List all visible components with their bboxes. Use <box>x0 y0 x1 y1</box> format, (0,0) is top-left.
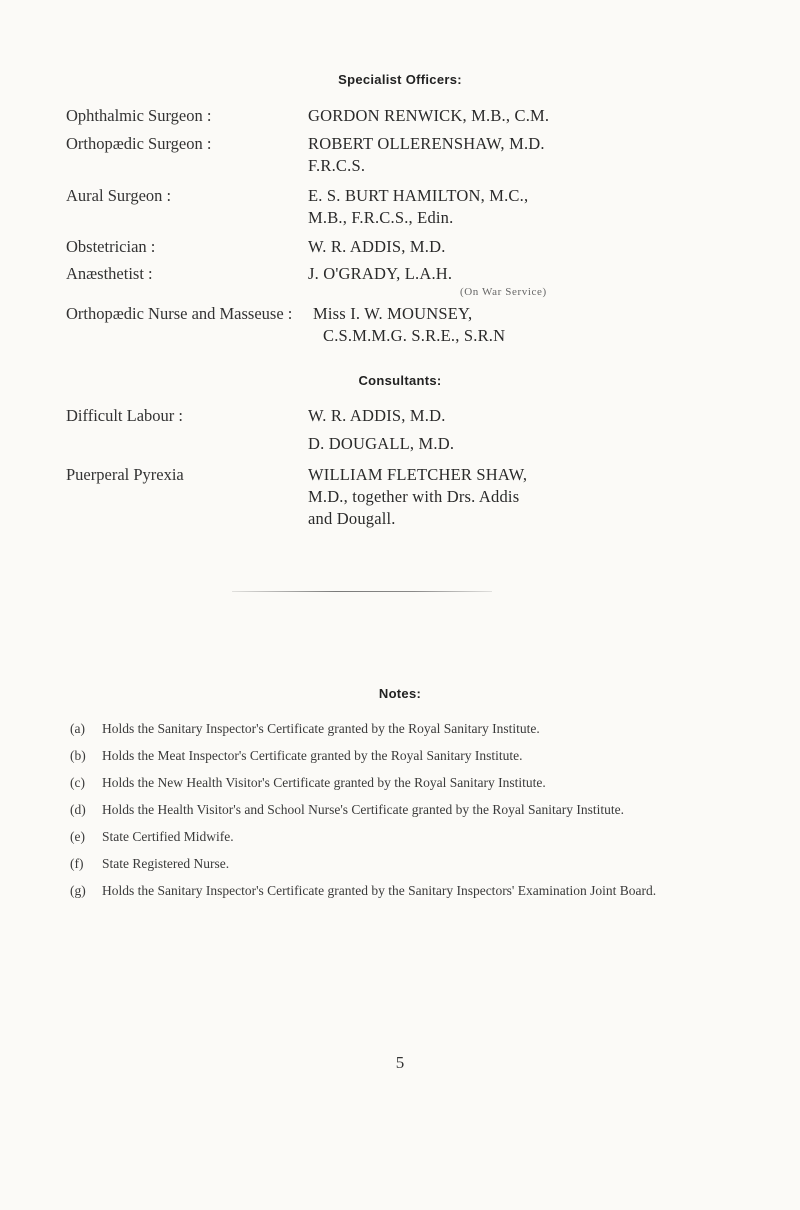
note-text: State Certified Midwife. <box>102 829 234 844</box>
role-label: Obstetrician : <box>66 237 156 256</box>
consultant-name-line: and Dougall. <box>308 509 396 528</box>
officer-name-line: ROBERT OLLERENSHAW, M.D. <box>308 134 545 153</box>
officer-name <box>308 263 547 299</box>
note-item <box>70 855 760 872</box>
war-service-note: (On War Service) <box>460 286 547 298</box>
role-label: Orthopædic Surgeon : <box>66 134 212 153</box>
officer-name <box>313 303 505 347</box>
role-label: Orthopædic Nurse and Masseuse : <box>66 304 293 323</box>
note-marker: (d) <box>70 802 86 817</box>
consultant-name-line: M.D., together with Drs. Addis <box>308 487 520 506</box>
consultant-name <box>308 464 527 530</box>
officer-name-line: Miss I. W. MOUNSEY, <box>313 304 473 323</box>
note-text: Holds the Meat Inspector's Certificate granted by the Royal Sanitary Institute. <box>102 748 523 763</box>
role-label: Anæsthetist : <box>66 264 153 283</box>
notes-heading: Notes: <box>378 686 422 701</box>
role-label: Ophthalmic Surgeon : <box>66 106 212 125</box>
notes-list <box>70 720 760 909</box>
consultant-name-line: W. R. ADDIS, M.D. <box>308 406 446 425</box>
note-marker: (a) <box>70 721 85 736</box>
officer-name-line: J. O'GRADY, L.A.H. <box>308 264 453 283</box>
note-text: Holds the New Health Visitor's Certificate granted by the Royal Sanitary Institute. <box>102 775 546 790</box>
officer-name-line: W. R. ADDIS, M.D. <box>308 237 446 256</box>
specialist-officers-heading: Specialist Officers: <box>338 72 462 87</box>
note-text: Holds the Sanitary Inspector's Certificate granted by the Royal Sanitary Institute. <box>102 721 540 736</box>
role-label: Aural Surgeon : <box>66 186 172 205</box>
consultant-name <box>308 405 454 455</box>
note-marker: (g) <box>70 883 86 898</box>
officer-name-line: C.S.M.M.G. S.R.E., S.R.N <box>323 326 506 345</box>
note-text: Holds the Health Visitor's and School Nurse's Certificate granted by the Royal Sanitary Institute. <box>102 802 624 817</box>
note-item <box>70 774 760 791</box>
note-item <box>70 801 760 818</box>
officer-name <box>308 133 545 177</box>
officer-name <box>308 185 528 229</box>
note-marker: (b) <box>70 748 86 763</box>
note-item <box>70 747 760 764</box>
note-text: Holds the Sanitary Inspector's Certificate granted by the Sanitary Inspectors' Examination Joint Board. <box>102 883 657 898</box>
officer-name <box>308 236 446 258</box>
role-label: Difficult Labour : <box>66 406 183 425</box>
officer-name-line: F.R.C.S. <box>308 156 366 175</box>
page-number: 5 <box>395 1053 405 1072</box>
note-marker: (e) <box>70 829 85 844</box>
officer-name <box>308 105 549 127</box>
role-label: Puerperal Pyrexia <box>66 465 184 484</box>
note-text: State Registered Nurse. <box>102 856 230 871</box>
note-marker: (c) <box>70 775 85 790</box>
consultants-heading: Consultants: <box>358 373 442 388</box>
note-marker: (f) <box>70 856 84 871</box>
note-item <box>70 828 760 845</box>
officer-name-line: M.B., F.R.C.S., Edin. <box>308 208 454 227</box>
officer-name-line: GORDON RENWICK, M.B., C.M. <box>308 106 550 125</box>
section-divider <box>232 591 492 592</box>
note-item <box>70 882 760 899</box>
consultant-name-line: D. DOUGALL, M.D. <box>308 434 455 453</box>
officer-name-line: E. S. BURT HAMILTON, M.C., <box>308 186 529 205</box>
consultant-name-line: WILLIAM FLETCHER SHAW, <box>308 465 528 484</box>
note-item <box>70 720 760 737</box>
